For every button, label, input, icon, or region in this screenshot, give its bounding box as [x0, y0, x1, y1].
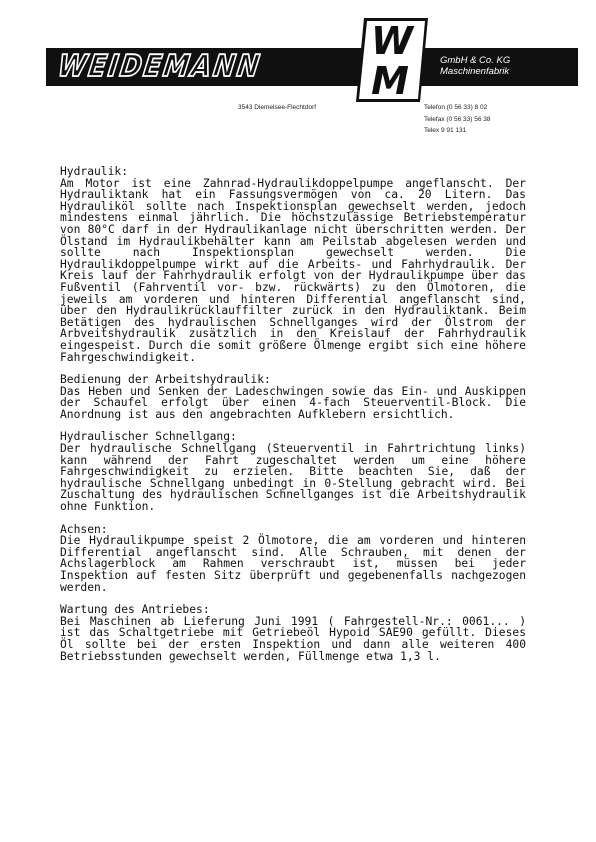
telefon-line: Telefon (0 56 33) 8 02	[424, 104, 488, 111]
section-paragraph: Der hydraulische Schnellgang (Steuerventil in Fahrtrichtung links) kann während der Fahrt zugeschaltet werden um eine höhere Fahrgeschwindigkeit zu erzielen. Bitte beachten Sie, daß der hydraulische Schnellgang unbedingt in 0-Stellung gebracht wird. Bei Zuschaltung des hydraulischen Schnellganges ist die Arbeitshydraulik ohne Funktion.	[60, 442, 526, 514]
wm-emblem-logo	[354, 14, 430, 106]
telex-line: Telex 9 91 131	[424, 127, 467, 134]
firm-legal-form: GmbH & Co. KG	[440, 55, 511, 66]
address-line: 3543 Diemelsee-Flechtdorf	[238, 104, 317, 111]
telefax-line: Telefax (0 56 33) 56 38	[424, 116, 491, 123]
emblem-letter-w: W	[371, 19, 413, 63]
section-heading: Hydraulik:	[60, 165, 129, 178]
section-paragraph: Die Hydraulikpumpe speist 2 Ölmotore, die am vorderen und hinteren Differential angeflanscht sind. Alle Schrauben, mit denen der Achslagerblock am Rahmen verschraubt ist, müssen bei jeder Inspektion auf festen Sitz überprüft und gegebenenfalls nachgezogen werden.	[60, 534, 526, 594]
section-hydraulik	[60, 166, 526, 363]
firm-type: Maschinenfabrik	[440, 66, 510, 77]
section-paragraph: Das Heben und Senken der Ladeschwingen sowie das Ein- und Auskippen der Schaufel erfolgt über einen 4-fach Steuerventil-Block. Die Anordnung ist aus den angebrachten Aufklebern ersichtlich.	[60, 384, 526, 421]
section-wartung-antriebes	[60, 604, 526, 662]
firm-block	[440, 55, 510, 77]
company-logo-text: WEIDEMANN	[55, 49, 264, 85]
section-heading: Hydraulischer Schnellgang:	[60, 430, 237, 444]
section-paragraph: Bei Maschinen ab Lieferung Juni 1991 ( Fahrgestell-Nr.: 0061... ) ist das Schaltgetriebe mit Getriebeöl Hypoid SAE90 gefüllt. Dieses Öl sollte bei der ersten Inspektion und dann alle weiteren 400 Betriebsstunden gewechselt werden, Füllmenge etwa 1,3 l.	[60, 614, 526, 663]
section-heading: Wartung des Antriebes:	[60, 603, 210, 617]
section-heading: Bedienung der Arbeitshydraulik:	[60, 373, 271, 387]
section-achsen	[60, 524, 526, 594]
letterhead	[0, 0, 596, 150]
section-heading: Achsen:	[60, 522, 108, 536]
emblem-letter-m: M	[371, 59, 409, 103]
document-body	[60, 166, 526, 673]
section-bedienung-arbeitshydraulik	[60, 374, 526, 420]
section-paragraph: Am Motor ist eine Zahnrad-Hydraulikdoppelpumpe angeflanscht. Der Hydrauliktank hat ein Fassungsvermögen von ca. 20 Litern. Das Hydrauliköl sollte nach Inspektionsplan gewechselt werden, jedoch mindestens einmal jährlich. Die höchstzulässige Betriebstemperatur von 80°C darf in der Hydraulikanlage nicht überschritten werden. Der Ölstand im Hydraulikbehälter kann am Peilstab abgelesen werden und sollte nach Inspektionsplan gewechselt werden. Die Hydraulikdoppelpumpe wirkt auf die Arbeits- und Fahrhydraulik. Der Kreis lauf der Fahrhydraulik erfolgt von der Hydraulikpumpe über das Fußventil (Fahrventil vor- bzw. rückwärts) zu den Ölmotoren, die jeweils am vorderen und hinteren Differential angeflanscht sind, über den Hydraulikrücklauffilter zurück in den Hydrauliktank. Beim Betätigen des hydraulischen Schnellganges wird der Ölstrom der Arbveitshydraulik zusätzlich in den Kreislauf der Fahrhydraulik eingespeist. Durch die somit größere Ölmenge ergibt sich eine höhere Fahrgeschwindigkeit.	[60, 176, 526, 364]
section-schnellgang	[60, 431, 526, 512]
